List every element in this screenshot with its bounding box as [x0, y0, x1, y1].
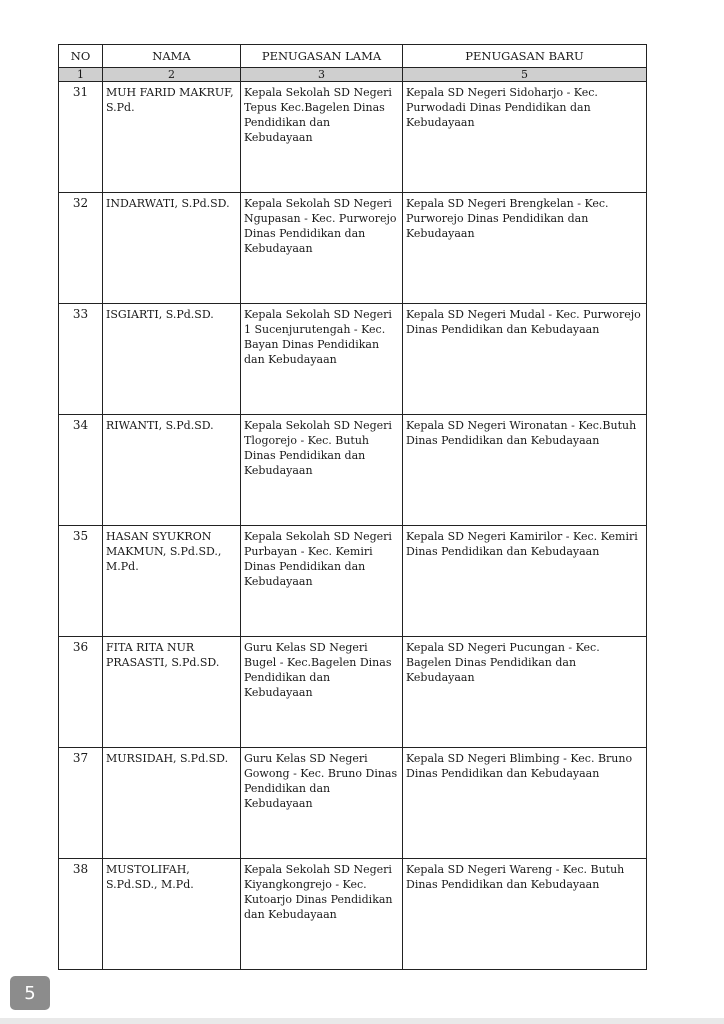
header-penugasan-baru: PENUGASAN BARU — [403, 45, 647, 68]
table-row — [59, 304, 647, 415]
column-index: 2 — [103, 68, 241, 82]
row-number: 33 — [59, 304, 103, 415]
row-number: 31 — [59, 82, 103, 193]
row-number: 37 — [59, 748, 103, 859]
new-assignment: Kepala SD Negeri Blimbing - Kec. Bruno Dinas Pendidikan dan Kebudayaan — [403, 748, 647, 859]
table-row — [59, 526, 647, 637]
column-index: 1 — [59, 68, 103, 82]
row-number: 35 — [59, 526, 103, 637]
table-row — [59, 82, 647, 193]
row-number: 32 — [59, 193, 103, 304]
row-number: 34 — [59, 415, 103, 526]
new-assignment: Kepala SD Negeri Brengkelan - Kec. Purworejo Dinas Pendidikan dan Kebudayaan — [403, 193, 647, 304]
employee-name: MURSIDAH, S.Pd.SD. — [103, 748, 241, 859]
old-assignment: Kepala Sekolah SD Negeri Kiyangkongrejo - Kec. Kutoarjo Dinas Pendidikan dan Kebudayaan — [241, 859, 403, 970]
old-assignment: Kepala Sekolah SD Negeri Ngupasan - Kec. Purworejo Dinas Pendidikan dan Kebudayaan — [241, 193, 403, 304]
header-penugasan-lama: PENUGASAN LAMA — [241, 45, 403, 68]
old-assignment: Kepala Sekolah SD Negeri 1 Sucenjurutengah - Kec. Bayan Dinas Pendidikan dan Kebudayaan — [241, 304, 403, 415]
table-row — [59, 859, 647, 970]
new-assignment: Kepala SD Negeri Wareng - Kec. Butuh Dinas Pendidikan dan Kebudayaan — [403, 859, 647, 970]
old-assignment: Kepala Sekolah SD Negeri Purbayan - Kec. Kemiri Dinas Pendidikan dan Kebudayaan — [241, 526, 403, 637]
new-assignment: Kepala SD Negeri Mudal - Kec. Purworejo Dinas Pendidikan dan Kebudayaan — [403, 304, 647, 415]
old-assignment: Kepala Sekolah SD Negeri Tepus Kec.Bagelen Dinas Pendidikan dan Kebudayaan — [241, 82, 403, 193]
row-number: 36 — [59, 637, 103, 748]
table-row — [59, 748, 647, 859]
employee-name: MUH FARID MAKRUF, S.Pd. — [103, 82, 241, 193]
employee-name: RIWANTI, S.Pd.SD. — [103, 415, 241, 526]
column-index: 3 — [241, 68, 403, 82]
header-nama: NAMA — [103, 45, 241, 68]
header-row — [59, 45, 647, 68]
employee-name: MUSTOLIFAH, S.Pd.SD., M.Pd. — [103, 859, 241, 970]
bottom-divider — [0, 1018, 724, 1024]
table-row — [59, 637, 647, 748]
page-number-badge[interactable]: 5 — [10, 976, 50, 1010]
header-no: NO — [59, 45, 103, 68]
employee-name: INDARWATI, S.Pd.SD. — [103, 193, 241, 304]
new-assignment: Kepala SD Negeri Pucungan - Kec. Bagelen Dinas Pendidikan dan Kebudayaan — [403, 637, 647, 748]
old-assignment: Guru Kelas SD Negeri Gowong - Kec. Bruno Dinas Pendidikan dan Kebudayaan — [241, 748, 403, 859]
new-assignment: Kepala SD Negeri Sidoharjo - Kec. Purwodadi Dinas Pendidikan dan Kebudayaan — [403, 82, 647, 193]
employee-name: HASAN SYUKRON MAKMUN, S.Pd.SD., M.Pd. — [103, 526, 241, 637]
employee-name: FITA RITA NUR PRASASTI, S.Pd.SD. — [103, 637, 241, 748]
old-assignment: Guru Kelas SD Negeri Bugel - Kec.Bagelen Dinas Pendidikan dan Kebudayaan — [241, 637, 403, 748]
new-assignment: Kepala SD Negeri Kamirilor - Kec. Kemiri Dinas Pendidikan dan Kebudayaan — [403, 526, 647, 637]
table-row — [59, 415, 647, 526]
column-index-row — [59, 68, 647, 82]
employee-name: ISGIARTI, S.Pd.SD. — [103, 304, 241, 415]
new-assignment: Kepala SD Negeri Wironatan - Kec.Butuh Dinas Pendidikan dan Kebudayaan — [403, 415, 647, 526]
row-number: 38 — [59, 859, 103, 970]
old-assignment: Kepala Sekolah SD Negeri Tlogorejo - Kec. Butuh Dinas Pendidikan dan Kebudayaan — [241, 415, 403, 526]
column-index: 5 — [403, 68, 647, 82]
table-row — [59, 193, 647, 304]
assignment-table — [58, 44, 647, 970]
